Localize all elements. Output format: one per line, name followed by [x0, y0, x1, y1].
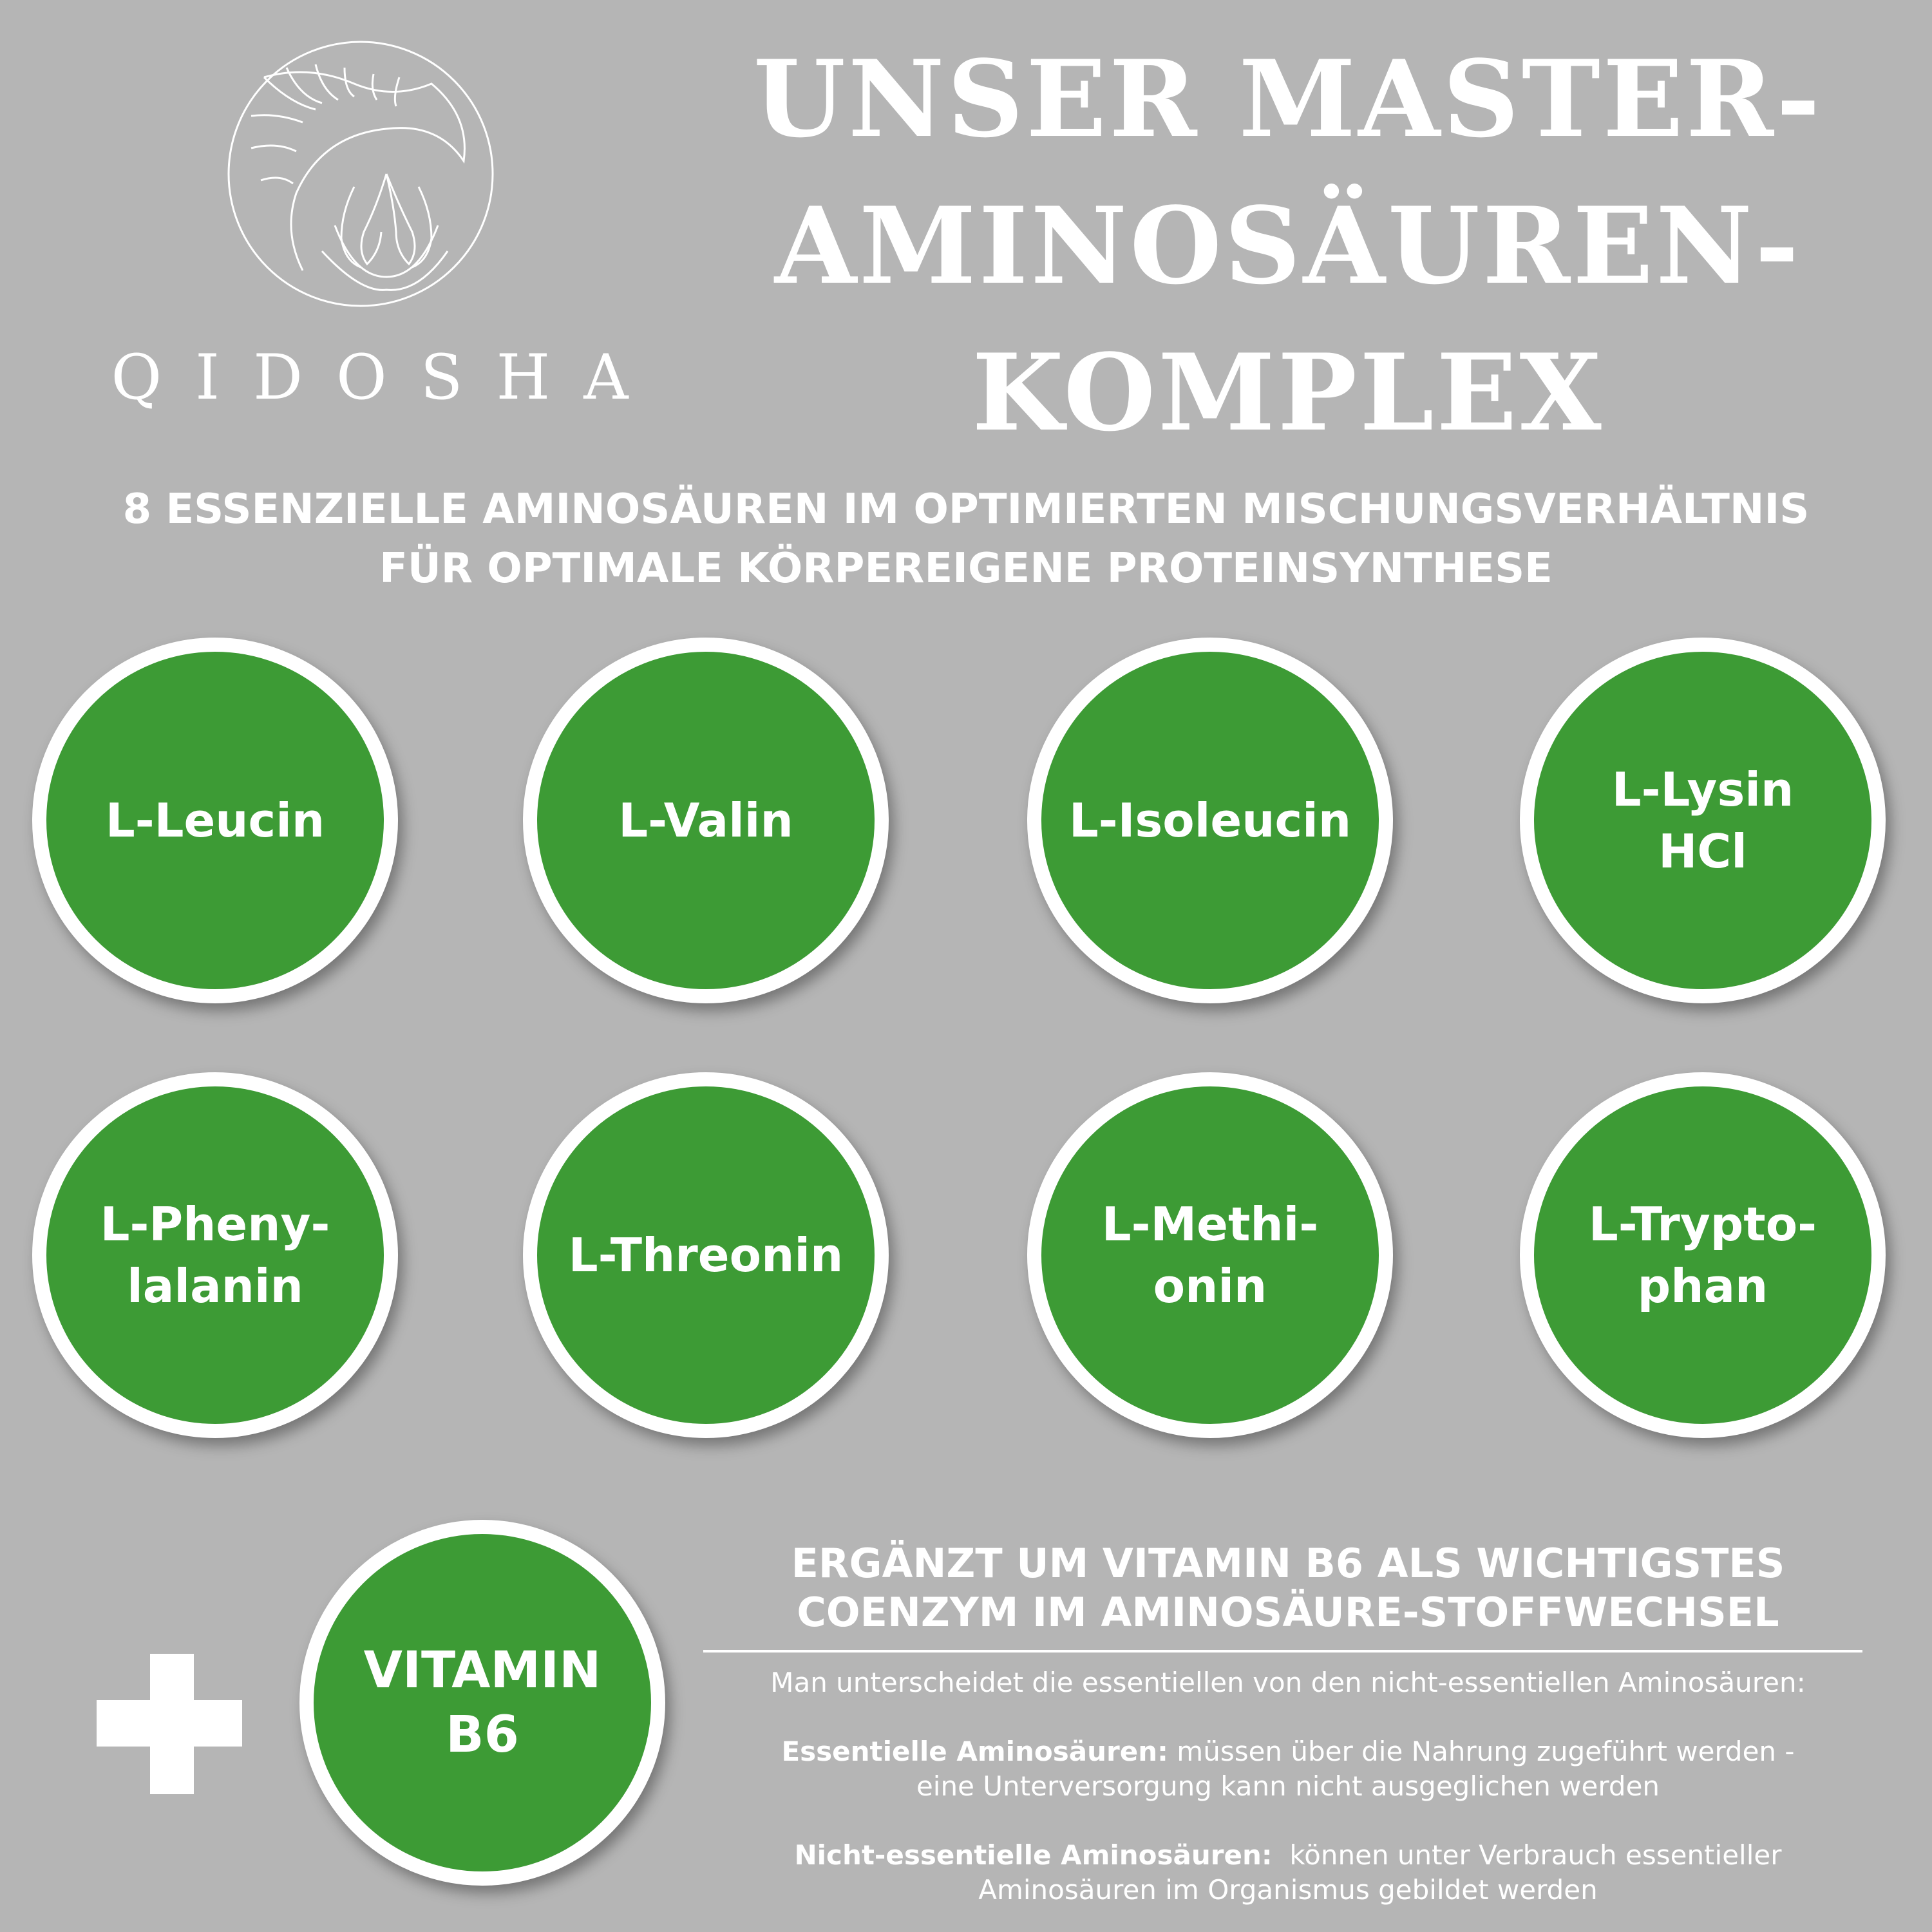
title-line-2: AMINOSÄUREN-	[774, 184, 1802, 308]
subtitle	[0, 480, 1932, 598]
amino-acid-label: L-Isoleucin	[1068, 793, 1352, 848]
brand-logo	[103, 39, 670, 413]
vitamin-b6-circle	[299, 1520, 665, 1886]
amino-acid-label: L-Threonin	[568, 1228, 844, 1282]
title-line-1: UNSER MASTER-	[753, 37, 1823, 161]
b6-heading-line-2: COENZYM IM AMINOSÄURE-STOFFWECHSEL	[797, 1589, 1779, 1636]
amino-acid-circle	[32, 1072, 398, 1438]
amino-acid-label: L-Valin	[618, 793, 793, 848]
b6-heading-line-1: ERGÄNZT UM VITAMIN B6 ALS WICHTIGSTES	[791, 1540, 1785, 1587]
amino-acid-circle	[523, 638, 889, 1003]
brand-name: QIDOSHA	[111, 341, 662, 413]
info-nonessential-line-1	[696, 1837, 1880, 1873]
essential-text-1: müssen über die Nahrung zugeführt werden -	[1168, 1736, 1795, 1767]
info-essential-line-2: eine Unterversorgung kann nicht ausgeglichen werden	[916, 1770, 1660, 1802]
info-essential-line-1	[696, 1734, 1880, 1770]
amino-acid-label: L-Trypto- phan	[1588, 1197, 1817, 1313]
vitamin-label: VITAMIN B6	[363, 1642, 601, 1764]
subtitle-line-1: 8 ESSENZIELLE AMINOSÄUREN IM OPTIMIERTEN MISCHUNGSVERHÄLTNIS	[122, 486, 1810, 533]
amino-acid-circle	[1027, 638, 1393, 1003]
amino-acid-circle	[32, 638, 398, 1003]
amino-acid-circle	[1520, 1072, 1886, 1438]
title-line-3: KOMPLEX	[972, 330, 1604, 455]
amino-acid-circle	[523, 1072, 889, 1438]
info-nonessential-line-2: Aminosäuren im Organismus gebildet werden	[978, 1874, 1598, 1906]
amino-acid-label: L-Leucin	[105, 793, 325, 848]
amino-acid-label: L-Methi- onin	[1101, 1197, 1319, 1313]
amino-acid-label: L-Lysin HCl	[1611, 762, 1794, 878]
divider	[703, 1650, 1862, 1653]
subtitle-line-2: FÜR OPTIMALE KÖRPEREIGENE PROTEINSYNTHESE	[379, 545, 1553, 592]
nonessential-text-1: können unter Verbrauch essentieller	[1272, 1839, 1782, 1871]
page-title	[708, 26, 1868, 466]
essential-label: Essentielle Aminosäuren:	[781, 1736, 1168, 1767]
leaf-lotus-circle-logo	[225, 39, 496, 309]
info-intro: Man unterscheidet die essentiellen von den nicht-essentiellen Aminosäuren:	[770, 1667, 1806, 1698]
b6-heading	[702, 1539, 1874, 1637]
amino-acid-circle	[1027, 1072, 1393, 1438]
amino-acid-label: L-Pheny- lalanin	[100, 1197, 330, 1313]
nonessential-label: Nicht-essentielle Aminosäuren:	[794, 1839, 1273, 1871]
amino-acid-circle	[1520, 638, 1886, 1003]
